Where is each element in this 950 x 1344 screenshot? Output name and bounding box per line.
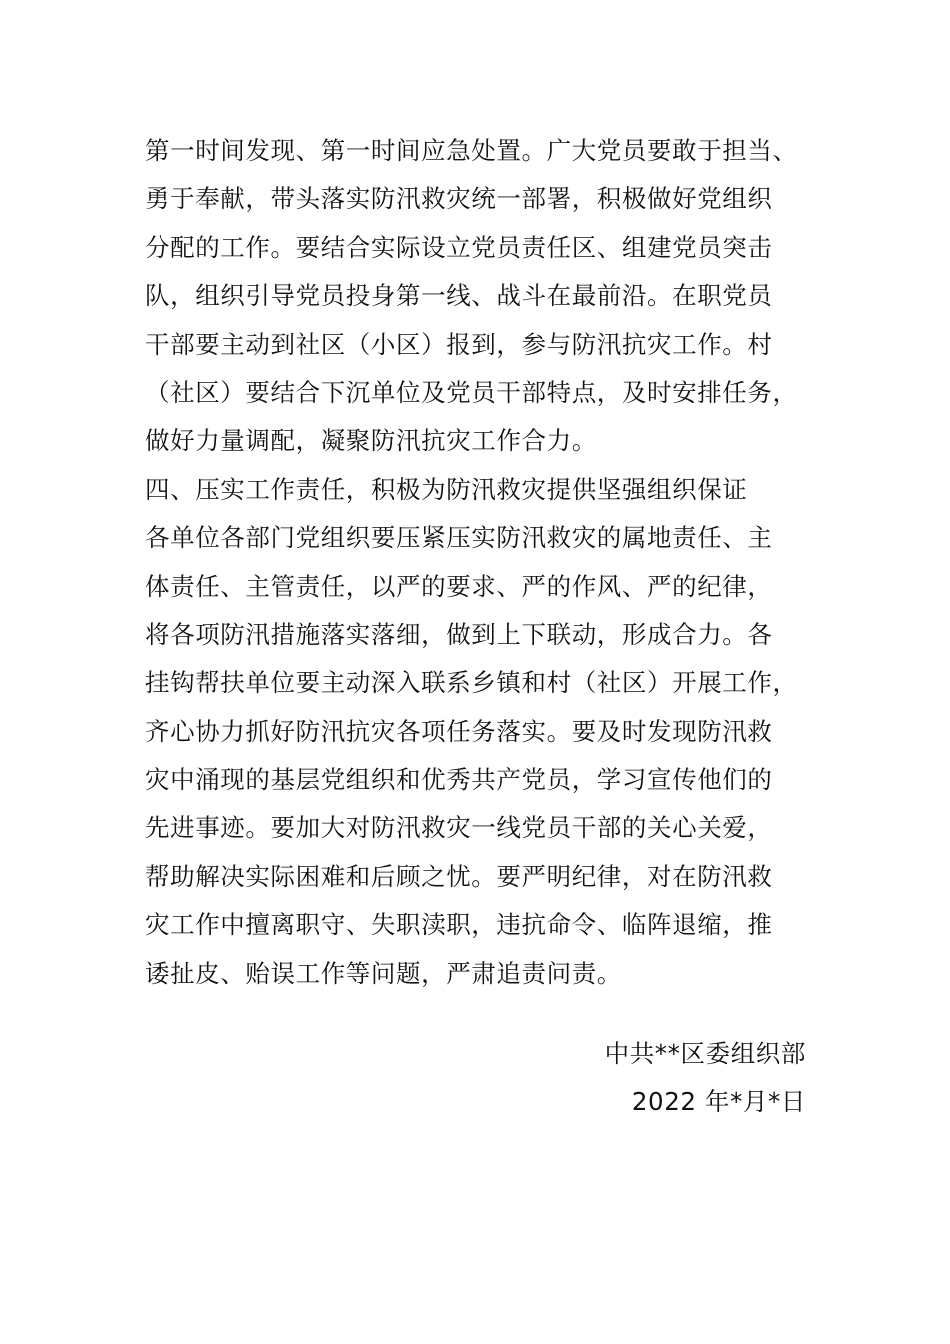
text-line: 诿扯皮、贻误工作等问题，严肃追责问责。 bbox=[145, 958, 622, 988]
text-line: 齐心协力抓好防汛抗灾各项任务落实。要及时发现防汛救 bbox=[145, 716, 773, 746]
section-heading: 四、压实工作责任，积极为防汛救灾提供坚强组织保证 bbox=[145, 474, 748, 504]
signature-date: 2022 年*月*日 bbox=[631, 1087, 806, 1117]
text-line: （社区）要结合下沉单位及党员干部特点，及时安排任务， bbox=[145, 377, 798, 407]
text-line: 第一时间发现、第一时间应急处置。广大党员要敢于担当、 bbox=[145, 136, 798, 165]
text-line: 挂钩帮扶单位要主动深入联系乡镇和村（社区）开展工作， bbox=[145, 668, 798, 698]
signature-block bbox=[605, 1030, 806, 1127]
text-line: 各单位各部门党组织要压紧压实防汛救灾的属地责任、主 bbox=[145, 523, 773, 553]
text-line: 将各项防汛措施落实落细，做到上下联动，形成合力。各 bbox=[145, 619, 773, 649]
signature-organization: 中共**区委组织部 bbox=[604, 1039, 806, 1068]
text-line: 队，组织引导党员投身第一线、战斗在最前沿。在职党员 bbox=[145, 281, 773, 311]
text-line: 先进事迹。要加大对防汛救灾一线党员干部的关心关爱， bbox=[145, 813, 773, 843]
text-line: 做好力量调配，凝聚防汛抗灾工作合力。 bbox=[145, 426, 597, 456]
text-line: 帮助解决实际困难和后顾之忧。要严明纪律，对在防汛救 bbox=[145, 861, 773, 891]
text-line: 分配的工作。要结合实际设立党员责任区、组建党员突击 bbox=[145, 232, 773, 262]
text-line: 勇于奉献，带头落实防汛救灾统一部署，积极做好党组织 bbox=[145, 184, 773, 214]
text-line: 体责任、主管责任，以严的要求、严的作风、严的纪律， bbox=[145, 571, 773, 601]
body-text bbox=[145, 127, 810, 998]
text-line: 灾中涌现的基层党组织和优秀共产党员，学习宣传他们的 bbox=[145, 765, 773, 795]
text-line: 灾工作中擅离职守、失职渎职，违抗命令、临阵退缩，推 bbox=[145, 910, 773, 940]
text-line: 干部要主动到社区（小区）报到，参与防汛抗灾工作。村 bbox=[145, 329, 773, 359]
